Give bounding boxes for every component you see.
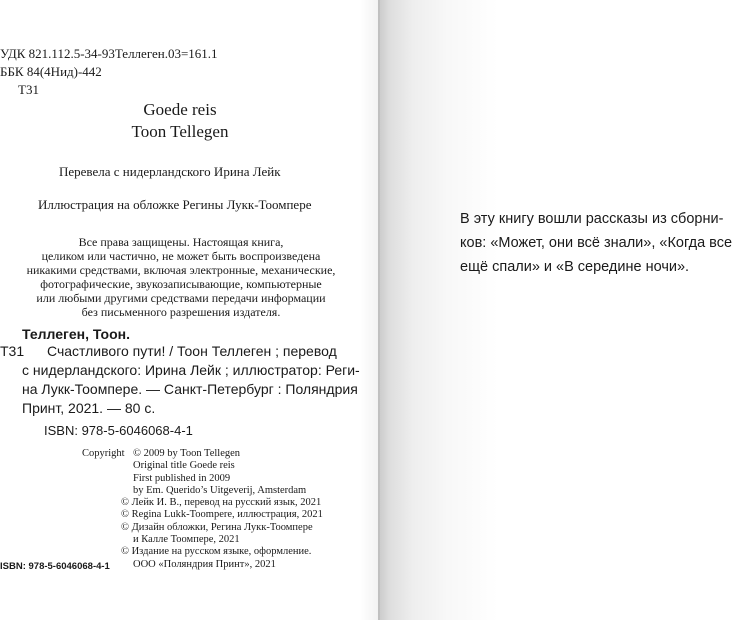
- blurb-line: В эту книгу вошли рассказы из сборни-: [460, 211, 724, 227]
- copyright-label: Copyright: [82, 448, 125, 459]
- copyright-line: © 2009 by Toon Tellegen: [133, 448, 241, 459]
- rights-line: Все права защищены. Настоящая книга,: [78, 235, 284, 249]
- blurb-line: ков: «Может, они всё знали», «Когда все: [460, 235, 733, 251]
- catalog-line: на Лукк-Тоомпере. — Санкт-Петербург : Поляндрия: [22, 381, 358, 397]
- blurb-line: ещё спали» и «В середине ночи».: [460, 259, 690, 275]
- catalog-line: Принт, 2021. — 80 с.: [22, 400, 156, 416]
- bottom-isbn: ISBN: 978-5-6046068-4-1: [0, 561, 110, 572]
- rights-notice: [0, 235, 371, 319]
- author-sign-code: Т31: [18, 82, 39, 97]
- book-blurb: [460, 207, 750, 279]
- original-title: Goede reis: [143, 100, 217, 119]
- rights-line: без письменного разрешения издателя.: [81, 305, 281, 319]
- copyright-line: by Em. Querido’s Uitgeverij, Amsterdam: [133, 484, 307, 496]
- copyright-line: First published in 2009: [133, 472, 231, 484]
- copyright-line: © Издание на русском языке, оформление.: [121, 546, 312, 558]
- copyright-line: ООО «Поляндрия Принт», 2021: [133, 558, 276, 570]
- catalog-line: с нидерландского: Ирина Лейк ; иллюстратор: Реги-: [22, 362, 360, 378]
- right-page: [378, 0, 750, 620]
- udk-code: УДК 821.112.5-34-93Теллеген.03=161.1: [0, 46, 218, 61]
- rights-line: фотографические, звукозаписывающие, компьютерные: [40, 277, 322, 291]
- copyright-line: © Дизайн обложки, Регина Лукк-Тоомпере: [121, 521, 313, 533]
- copyright-line: и Калле Тоомпере, 2021: [133, 534, 240, 546]
- copyright-line: Original title Goede reis: [133, 460, 235, 472]
- original-author: Toon Tellegen: [131, 122, 229, 141]
- catalog-heading: Теллеген, Тоон.: [22, 326, 131, 342]
- bbk-code: ББК 84(4Нид)-442: [0, 64, 102, 79]
- rights-line: или любыми другими средствами передачи информации: [36, 291, 326, 305]
- translator-credit: Перевела с нидерландского Ирина Лейк: [59, 164, 281, 179]
- illustrator-credit: Иллюстрация на обложке Регины Лукк-Тоомпере: [38, 197, 312, 212]
- catalog-isbn: ISBN: 978-5-6046068-4-1: [44, 423, 193, 438]
- rights-line: целиком или частично, не может быть воспроизведена: [41, 249, 321, 263]
- rights-line: никакими средствами, включая электронные, механические,: [26, 263, 336, 277]
- catalog-line: Счастливого пути! / Тоон Теллеген ; перевод: [47, 343, 337, 359]
- copyright-line: © Лейк И. В., перевод на русский язык, 2021: [121, 497, 322, 509]
- copyright-block: [121, 448, 323, 571]
- catalog-code: Т31: [0, 343, 25, 359]
- copyright-line: © Regina Lukk-Toompere, иллюстрация, 2021: [121, 509, 323, 521]
